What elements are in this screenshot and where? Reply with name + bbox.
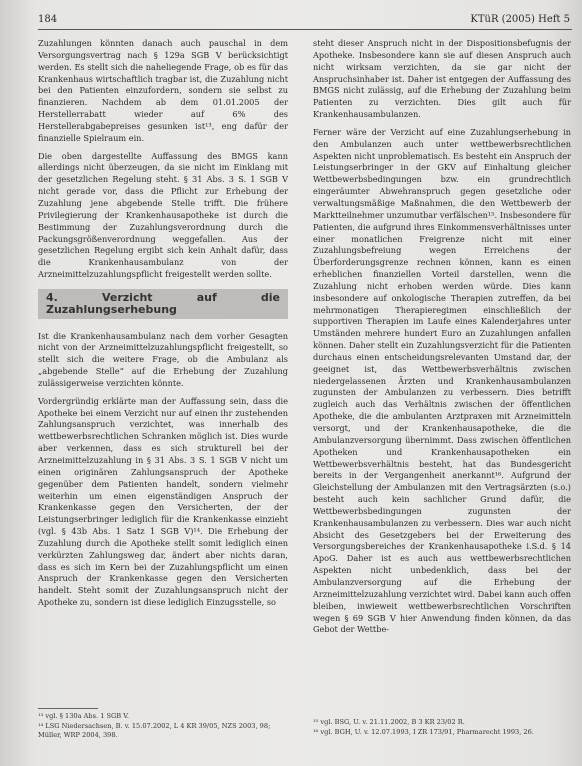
right-column xyxy=(313,38,571,642)
paragraph: Vordergründig erklärte man der Auffassung sein, dass die Apotheke bei einem Verzicht nur auf einen ihr zustehenden Zahlungsanspruch verzichtet, was innerhalb des wettbewerbsrechtlichen Schranken möglich ist. Dies wurde aber verkennen, dass es sich strukturell bei der Arzneimittelzuzahlung in § 31 Abs. 3 S. 1 SGB V nicht um einen originären Zahlungsanspruch der Apotheke gegenüber dem Patienten handelt, sondern vielmehr weiterhin um einen eigenständigen Anspruch der Krankenkasse gegen den Versicherten, der der Leistungserbringer lediglich für die Krankenkasse einzieht (vgl. § 43b Abs. 1 Satz 1 SGB V)¹⁴. Die Erhebung der Zuzahlung durch die Apotheke stellt somit lediglich einen verkürzten Zahlungsweg dar, ändert aber nichts daran, dass es sich im Kern bei der Zuzahlungspflicht um einen Anspruch der Krankenkasse gegen den Versicherten handelt. Steht somit der Zuzahlungsanspruch nicht der Apotheke zu, sondern ist diese lediglich Einzugsstelle, so xyxy=(38,395,288,608)
footnotes-left xyxy=(38,708,288,741)
paragraph: Die oben dargestellte Auffassung des BMGS kann allerdings nicht überzeugen, da sie nicht im Einklang mit der gesetzlichen Regelung steht. § 31 Abs. 3 S. 1 SGB V nicht gerade vor, dass die Pflicht zur Erhebung der Zuzahlung jene abgebende Stelle trifft. Die frühere Privilegierung der Krankenhausapotheke ist durch die Bestimmung der Zuzahlungsverordnung durch die Packungsgrößenverordnung weggefallen. Aus der gesetzlichen Regelung ergibt sich kein Anhalt dafür, dass die Krankenhausambulanz von der Arzneimittelzuzahlungspflicht freigestellt werden sollte. xyxy=(38,150,288,280)
footnotes-right xyxy=(313,718,571,737)
footnote: ¹⁵ vgl. BSG, U. v. 21.11.2002, B 3 KR 23/02 R. xyxy=(313,718,465,726)
footnote: ¹⁴ LSG Niedersachsen, B. v. 15.07.2002, L 4 KR 39/05, NZS 2003, 98; Müller, WRP 2004, 398. xyxy=(38,721,271,739)
paragraph: Zuzahlungen könnten danach auch pauschal in dem Versorgungsvertrag nach § 129a SGB V berücksichtigt werden. Es stellt sich die naheliegende Frage, ob es für das Krankenhaus wirtschaftlich tragbar ist, die Zuzahlung nicht bei den Patienten einzufordern, sondern sie selbst zu finanzieren. Nachdem ab dem 01.01.2005 der Herstellerrabatt wieder auf 6% des Herstellerabgabepreises gesunken ist¹³, eng dafür der finanzielle Spielraum ein. xyxy=(38,38,288,143)
section-heading: 4. Verzicht auf die Zuzahlungserhebung xyxy=(38,289,288,319)
footnote: ¹⁶ vgl. BGH, U. v. 12.07.1993, I ZR 173/91, Pharmarecht 1993, 26. xyxy=(313,727,534,736)
paragraph: Ist die Krankenhausambulanz nach dem vorher Gesagten nicht von der Arzneimittelzuzahlungspflicht freigestellt, so stellt sich die weitere Frage, ob die Ambulanz als „abgebende Stelle“ auf die Erhebung der Zuzahlung zulässigerweise verzichten könnte. xyxy=(38,330,288,388)
paragraph: Ferner wäre der Verzicht auf eine Zuzahlungserhebung in den Ambulanzen auch unter wettbewerbsrechtlichen Aspekten nicht unproblematisch. Es besteht ein Anspruch der Leistungserbringer in der GKV auf Einhaltung gleicher Wettbewerbsbedingungen bzw. ein grundrechtlich eingeräumter Abwehranspruch gegen gesetzliche oder verwaltungsmäßige Maßnahmen, die den Wettbewerb der Marktteilnehmer unzumutbar verfälschen¹⁵. Insbesondere für Patienten, die aufgrund ihres Einkommensverhältnisses unter einer monatlichen Freigrenze nicht mit einer Zuzahlungsbefreiung wegen Erreichens der Überforderungsgrenze rechnen können, kann es einen erheblichen finanziellen Vorteil darstellen, wenn die Zuzahlung nicht erhoben werden würde. Dies kann insbesondere auf onkologische Therapien zutreffen, da bei mehrmonatigen Therapieregimen einschließlich der supportiven Therapien im Laufe eines Kalenderjahres unter Umständen mehrere hundert Euro an Zuzahlungen anfallen können. Daher stellt ein Zuzahlungsverzicht für die Patienten durchaus einen entscheidungsrelevanten Umstand dar, der geeignet ist, das Wettbewerbsverhältnis zwischen niedergelassenen Ärzten und Krankenhausambulanzen zugunsten der Ambulanzen zu verbessern. Dies betrifft zugleich auch das Verhältnis zwischen der öffentlichen Apotheke, die die ambulanten Arztpraxen mit Arzneimitteln versorgt, und der Krankenhausapotheke, die die Ambulanzversorgung übernimmt. Dass zwischen öffentlichen Apotheken und Krankenhausapotheken ein Wettbewerbsverhältnis besteht, hat das Bundesgericht bereits in der Vergangenheit anerkannt¹⁶. Aufgrund der Gleichstellung der Ambulanzen mit den Vertragsärzten (s.o.) besteht auch kein sachlicher Grund dafür, die Wettbewerbsbedingungen zugunsten der Krankenhausambulanzen zu verbessern. Dies war auch nicht Absicht des Gesetzgebers bei der Erweiterung des Versorgungsbereiches der Krankenhausapotheke i.S.d. § 14 ApoG. Daher ist es auch aus wettbewerbsrechtlichen Aspekten nicht unbedenklich, dass bei der Ambulanzversorgung auf die Erhebung der Arzneimittelzuzahlung verzichtet wird. Dabei kann auch offen bleiben, inwieweit wettbewerbsrechtlichen Vorschriften wegen § 69 SGB V hier Anwendung finden können, da das Gebot der Wettbe- xyxy=(313,126,571,635)
page-number: 184 xyxy=(38,14,58,25)
footnote-rule xyxy=(38,708,98,709)
journal-header: KTüR (2005) Heft 5 xyxy=(470,14,570,25)
header-rule xyxy=(38,29,572,30)
left-column xyxy=(38,38,288,615)
footnote: ¹³ vgl. § 130a Abs. 1 SGB V. xyxy=(38,712,129,720)
paragraph: steht dieser Anspruch nicht in der Dispositionsbefugnis der Apotheke. Insbesondere kann sie auf diesen Anspruch auch nicht wirksam verzichten, da sie gar nicht der Anspruchsinhaber ist. Daher ist entgegen der Auffassung des BMGS nicht zulässig, auf die Erhebung der Zuzahlung beim Patienten zu verzichten. Dies gilt auch für Krankenhausambulanzen. xyxy=(313,38,571,120)
